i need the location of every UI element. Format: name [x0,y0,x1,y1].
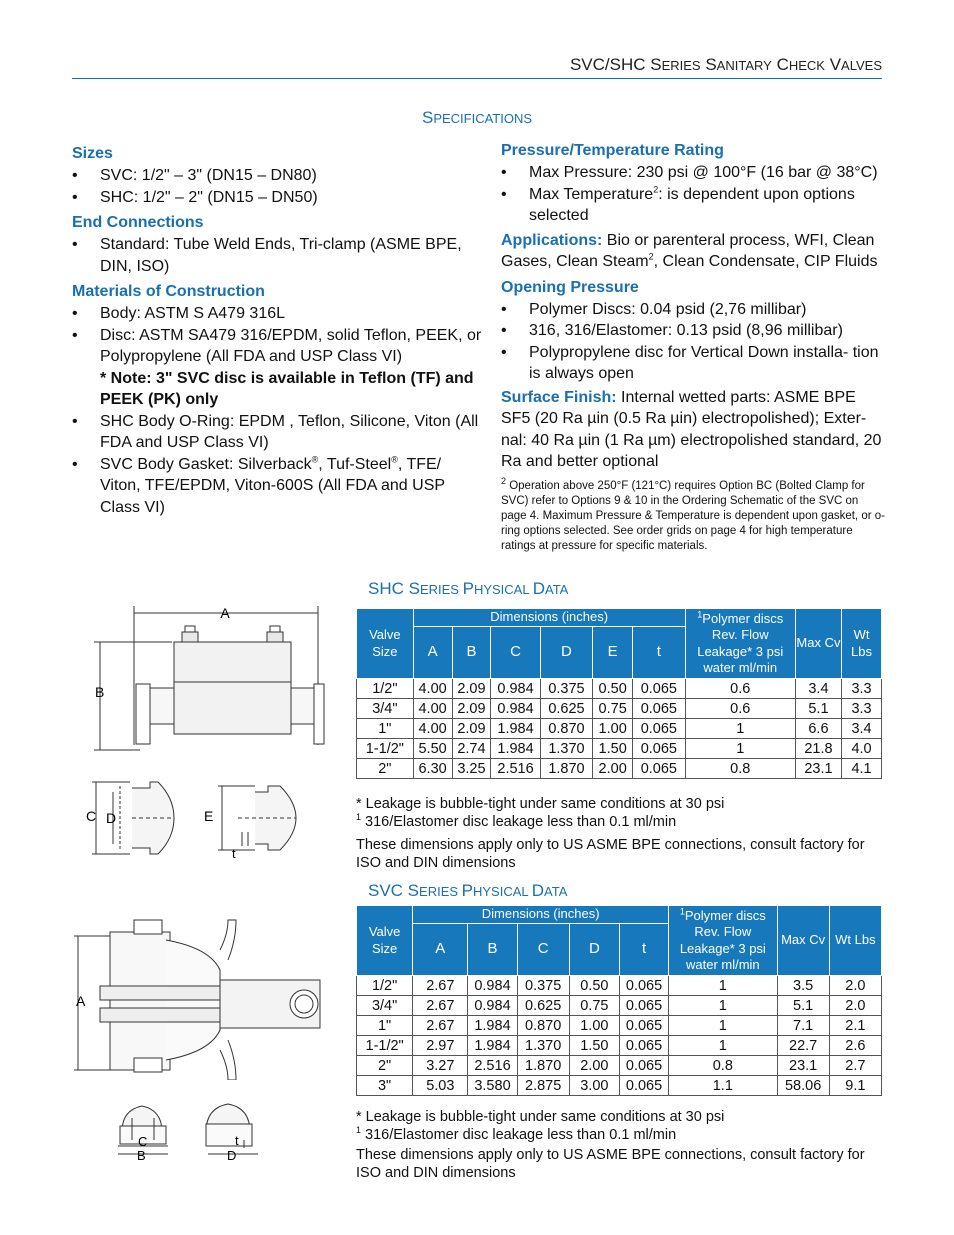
table-cell: 0.065 [619,1056,668,1076]
table-cell: 3" [357,1076,413,1096]
svc-data-table [356,905,882,1096]
valve-size-header: Valve Size [357,609,414,679]
table-cell: 2.875 [517,1076,569,1096]
table-cell: 3.25 [452,759,491,779]
table-cell: 4.1 [842,759,882,779]
table-cell: 2.0 [829,996,881,1016]
table-cell: 5.03 [413,1076,468,1096]
table-cell: 0.8 [685,759,795,779]
list-item: • Standard: Tube Weld Ends, Tri-clamp (ASME BPE, DIN, ISO) [72,234,482,277]
table-cell: 2.67 [413,1016,468,1036]
table-cell: 2.09 [452,679,491,699]
table-cell: 1 [669,976,777,996]
dim-c-label: C [138,1134,148,1149]
right-column [501,139,886,554]
table-cell: 1.370 [540,739,593,759]
table-cell: 3.27 [413,1056,468,1076]
table-cell: 1" [357,719,414,739]
table-cell: 3.5 [777,976,829,996]
table-row [357,976,882,996]
pressure-temperature-heading: Pressure/Temperature Rating [501,142,724,159]
table-cell: 3.4 [795,679,841,699]
table-row [357,699,882,719]
table-cell: 3/4" [357,699,414,719]
col-c-header: C [491,627,540,679]
table-cell: 2.1 [829,1016,881,1036]
opening-pressure-heading: Opening Pressure [501,278,639,296]
table-cell: 0.065 [619,1036,668,1056]
dim-b-label: B [137,1148,146,1163]
page-header: SVC/SHC SERIES SANITARY CHECK VALVES [569,55,882,74]
max-cv-header: Max Cv [795,609,841,679]
table-cell: 4.00 [413,719,452,739]
table-cell: 0.6 [685,699,795,719]
table-cell: 2.67 [413,976,468,996]
list-item: • Disc: ASTM SA479 316/EPDM, solid Teflon, PEEK, or Polypropylene (All FDA and USP Class VI) [72,325,482,368]
elastomer-note: $^1$ 316/Elastomer disc leakage less than 0.1 ml/min [356,812,677,830]
table-cell: 9.1 [829,1076,881,1096]
table-cell: 1.984 [491,739,540,759]
table-cell: 0.75 [593,699,633,719]
list-item: • Polymer Discs: 0.04 psid (2,76 millibar) [501,299,886,321]
table-cell: 3.3 [842,699,882,719]
table-cell: 1.00 [593,719,633,739]
table-cell: 2.74 [452,739,491,759]
col-t-header: t [619,924,668,976]
col-b-header: B [452,627,491,679]
max-cv-header: Max Cv [777,906,829,976]
table-cell: 0.984 [491,699,540,719]
table-cell: 3.580 [468,1076,517,1096]
svc-detail-drawing [108,1096,278,1166]
polymer-discs-header: $^1$Polymer discs Rev. Flow Leakage* 3 psi water ml/min [685,609,795,679]
col-a-header: A [413,627,452,679]
col-d-header: D [569,924,619,976]
end-connections-heading: End Connections [72,214,204,231]
table-cell: 0.870 [540,719,593,739]
table-cell: 1 [669,1016,777,1036]
dim-e-label: E [204,808,214,824]
table-cell: 1.00 [569,1016,619,1036]
table-row [357,1016,882,1036]
table-cell: 22.7 [777,1036,829,1056]
table-cell: 0.50 [569,976,619,996]
col-c-header: C [517,924,569,976]
table-cell: 58.06 [777,1076,829,1096]
table-cell: 1/2" [357,679,414,699]
table-cell: 0.065 [633,679,686,699]
table-cell: 1/2" [357,976,413,996]
svc-notes [356,1108,886,1182]
table-row [357,1056,882,1076]
elastomer-note: $^1$ 316/Elastomer disc leakage less than 0.1 ml/min [356,1125,677,1143]
table-cell: 3.00 [569,1076,619,1096]
table-cell: 1 [669,1036,777,1056]
table-cell: 5.1 [777,996,829,1016]
table-row [357,1036,882,1056]
table-cell: 4.00 [413,679,452,699]
table-cell: 2.7 [829,1056,881,1076]
col-d-header: D [540,627,593,679]
table-cell: 0.870 [517,1016,569,1036]
table-cell: 1.984 [491,719,540,739]
list-item: • SVC Body Gasket: Silverback®, Tuf-Steel®, TFE/ Viton, TFE/EPDM, Viton-600S (All FDA and USP Class VI) [72,454,482,519]
shc-side-view-drawing [90,600,340,760]
dim-t-label: t [235,1133,239,1148]
dim-d-label: D [227,1148,237,1163]
left-column [72,142,482,518]
table-cell: 2.0 [829,976,881,996]
table-cell: 2.00 [593,759,633,779]
table-cell: 1-1/2" [357,739,414,759]
list-item: • Max Temperature$^2$: is dependent upon options selected [501,184,886,227]
table-cell: 0.065 [633,699,686,719]
list-item: • SVC: 1/2" – 3" (DN15 – DN80) [72,165,482,187]
table-cell: 3.4 [842,719,882,739]
table-cell: 1.50 [569,1036,619,1056]
list-item: • Polypropylene disc for Vertical Down installa- tion is always open [501,342,886,385]
table-row [357,739,882,759]
list-item: • SHC: 1/2" – 2" (DN15 – DN50) [72,187,482,209]
table-cell: 0.75 [569,996,619,1016]
table-cell: 21.8 [795,739,841,759]
table-cell: 5.1 [795,699,841,719]
dim-t-label: t [232,846,236,861]
list-item: • 316, 316/Elastomer: 0.13 psid (8,96 millibar) [501,320,886,342]
table-cell: 1.370 [517,1036,569,1056]
col-a-header: A [413,924,468,976]
table-cell: 2.67 [413,996,468,1016]
dim-a-label: A [76,993,86,1009]
table-cell: 2.516 [491,759,540,779]
table-cell: 6.6 [795,719,841,739]
table-cell: 0.625 [517,996,569,1016]
col-b-header: B [468,924,517,976]
table-cell: 1 [685,739,795,759]
shc-data-table [356,608,882,779]
list-item: • Max Pressure: 230 psi @ 100°F (16 bar @ 38°C) [501,162,886,184]
shc-section-title: SHC SERIES PHYSICAL DATA [368,579,569,598]
table-row [357,1076,882,1096]
teflon-note: * Note: 3" SVC disc is available in Teflon (TF) and PEEK (PK) only [100,369,474,408]
col-t-header: t [633,627,686,679]
table-cell: 0.984 [468,996,517,1016]
table-cell: 0.065 [633,739,686,759]
table-cell: 1.870 [540,759,593,779]
materials-heading: Materials of Construction [72,283,265,300]
dimensions-header: Dimensions (inches) [413,906,669,924]
table-cell: 1-1/2" [357,1036,413,1056]
table-cell: 2" [357,759,414,779]
dimensions-header: Dimensions (inches) [413,609,685,627]
table-cell: 0.984 [468,976,517,996]
table-cell: 0.50 [593,679,633,699]
table-cell: 1.50 [593,739,633,759]
shc-detail-drawing [80,778,340,863]
table-cell: 0.8 [669,1056,777,1076]
wt-header: Wt Lbs [842,609,882,679]
table-cell: 3.3 [842,679,882,699]
dim-a-label: A [220,605,230,621]
leakage-note: * Leakage is bubble-tight under same conditions at 30 psi [356,796,725,812]
table-cell: 2.6 [829,1036,881,1056]
table-cell: 6.30 [413,759,452,779]
table-cell: 0.065 [619,1016,668,1036]
col-e-header: E [593,627,633,679]
table-row [357,719,882,739]
table-cell: 4.00 [413,699,452,719]
table-cell: 1.1 [669,1076,777,1096]
table-cell: 0.6 [685,679,795,699]
table-cell: 2.09 [452,699,491,719]
table-cell: 0.625 [540,699,593,719]
dim-c-label: C [86,808,97,824]
table-cell: 3/4" [357,996,413,1016]
table-row [357,759,882,779]
table-cell: 1" [357,1016,413,1036]
shc-notes [356,795,886,872]
specifications-title: SPECIFICATIONS [421,108,533,127]
svc-side-view-drawing [70,910,340,1080]
svc-section-title: SVC SERIES PHYSICAL DATA [368,881,568,900]
list-item: • SHC Body O-Ring: EPDM , Teflon, Silicone, Viton (All FDA and USP Class VI) [72,411,482,454]
table-cell: 2" [357,1056,413,1076]
table-cell: 23.1 [777,1056,829,1076]
table-cell: 1 [669,996,777,1016]
table-cell: 2.97 [413,1036,468,1056]
leakage-note: * Leakage is bubble-tight under same conditions at 30 psi [356,1109,725,1125]
table-cell: 5.50 [413,739,452,759]
table-cell: 0.065 [633,719,686,739]
table-cell: 2.09 [452,719,491,739]
table-cell: 2.00 [569,1056,619,1076]
footnote-2: $^2$ Operation above 250°F (121°C) requires Option BC (Bolted Clamp for SVC) refer to Options 9 & 10 in the Ordering Schematic of the SVC on page 4. Maximum Pressure & Temperature is dependent upon gasket, or o-ring options selected. See order grids on page 4 for high temperature ratings at pressure for specific materials. [501,475,885,552]
applications-paragraph: Applications: Bio or parenteral process, WFI, Clean Gases, Clean Steam$^2$, Clean Condensate, CIP Fluids [501,231,878,270]
dimensions-note: These dimensions apply only to US ASME BPE connections, consult factory for ISO and DIN dimensions [356,837,865,871]
table-cell: 1.870 [517,1056,569,1076]
table-cell: 0.065 [619,976,668,996]
table-cell: 1.984 [468,1036,517,1056]
list-item: • Body: ASTM S A479 316L [72,303,482,325]
table-cell: 23.1 [795,759,841,779]
dim-d-label: D [106,810,117,826]
sizes-heading: Sizes [72,145,113,162]
wt-header: Wt Lbs [829,906,881,976]
table-cell: 0.065 [619,996,668,1016]
table-cell: 0.375 [540,679,593,699]
table-cell: 4.0 [842,739,882,759]
table-cell: 0.065 [619,1076,668,1096]
dim-b-label: B [95,684,105,700]
table-row [357,679,882,699]
header-rule [72,78,882,79]
table-cell: 0.065 [633,759,686,779]
table-cell: 0.984 [491,679,540,699]
valve-size-header: Valve Size [357,906,413,976]
table-cell: 2.516 [468,1056,517,1076]
polymer-discs-header: $^1$Polymer discs Rev. Flow Leakage* 3 psi water ml/min [669,906,777,976]
surface-finish-paragraph: Surface Finish: Internal wetted parts: ASME BPE SF5 (20 Ra µin (0.5 Ra µin) electropolished); Exter- nal: 40 Ra µin (1 Ra µm) electropolished standard, 20 Ra and better optional [501,388,882,470]
table-cell: 1 [685,719,795,739]
table-cell: 1.984 [468,1016,517,1036]
dimensions-note: These dimensions apply only to US ASME BPE connections, consult factory for ISO and DIN dimensions [356,1147,865,1181]
table-cell: 0.375 [517,976,569,996]
table-cell: 7.1 [777,1016,829,1036]
table-row [357,996,882,1016]
